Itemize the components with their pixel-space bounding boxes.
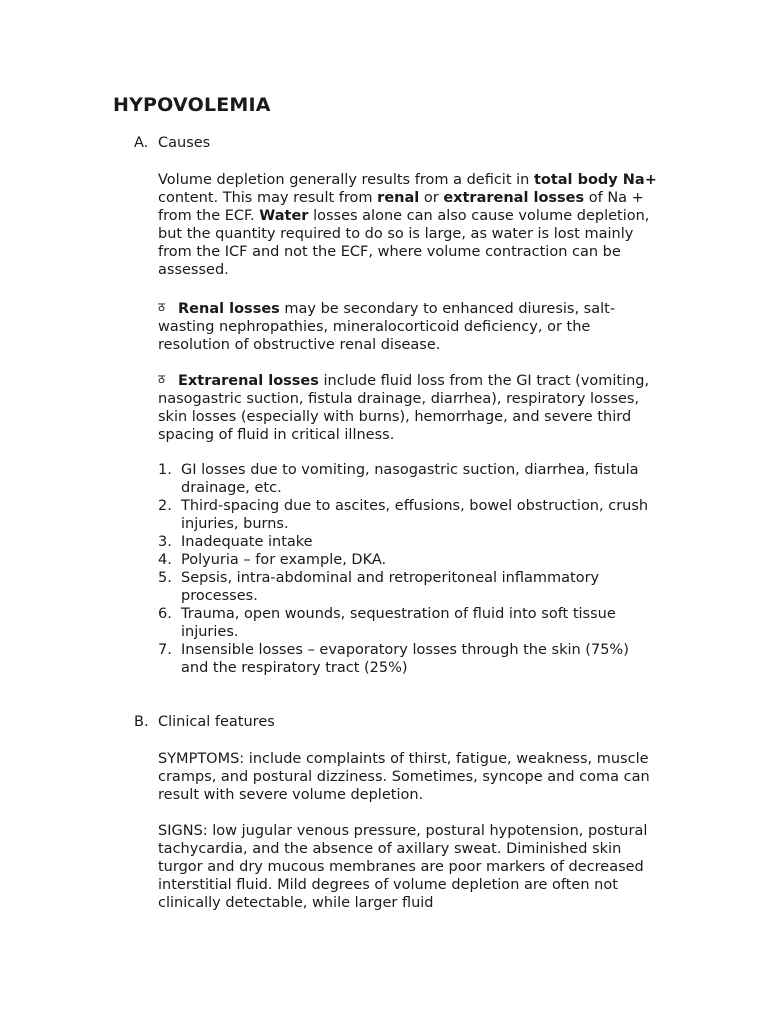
list-item bbox=[158, 605, 658, 641]
text-run: may be secondary to enhanced diuresis, salt-wasting nephropathies, mineralocorticoid deficiency, or the resolution of obstructive renal disease. bbox=[158, 301, 616, 353]
section-heading-clinical-features bbox=[134, 713, 654, 731]
section-heading-causes bbox=[134, 134, 654, 152]
list-item bbox=[158, 569, 658, 605]
list-number: 4. bbox=[158, 552, 172, 568]
bold-term: extrarenal losses bbox=[443, 190, 585, 206]
signs-paragraph bbox=[158, 822, 658, 912]
list-number: 7. bbox=[158, 642, 172, 658]
causes-numbered-list bbox=[158, 461, 658, 677]
list-item bbox=[158, 641, 658, 677]
bullet-glyph-icon: ठ bbox=[158, 300, 165, 314]
list-item-text: Third-spacing due to ascites, effusions, bowel obstruction, crush injuries, burns. bbox=[181, 498, 649, 532]
list-item bbox=[158, 497, 658, 533]
list-item-text: Polyuria – for example, DKA. bbox=[181, 552, 387, 568]
list-number: 1. bbox=[158, 462, 172, 478]
list-number: 6. bbox=[158, 606, 172, 622]
text-run: losses alone can also cause volume depletion, but the quantity required to do so is large, as water is lost mainly from the ICF and not the ECF, where volume contraction can be assessed. bbox=[158, 208, 650, 278]
symptoms-paragraph bbox=[158, 750, 658, 804]
list-item-text: Inadequate intake bbox=[181, 534, 313, 550]
section-heading-text: Causes bbox=[158, 135, 211, 151]
section-heading-text: Clinical features bbox=[158, 714, 275, 730]
symptoms-text: SYMPTOMS: include complaints of thirst, fatigue, weakness, muscle cramps, and postural dizziness. Sometimes, syncope and coma can result with severe volume depletion. bbox=[158, 751, 650, 803]
signs-text: SIGNS: low jugular venous pressure, postural hypotension, postural tachycardia, and the absence of axillary sweat. Diminished skin turgor and dry mucous membranes are poor markers of decreased interstitial fluid. Mild degrees of volume depletion are often not clinically detectable, while larger fluid bbox=[158, 823, 648, 911]
list-number: 2. bbox=[158, 498, 172, 514]
text-run: or bbox=[419, 190, 444, 206]
bold-term: Extrarenal losses bbox=[178, 373, 319, 389]
text-run: of Na + from the ECF. bbox=[158, 190, 644, 224]
bold-term: total body Na+ bbox=[533, 172, 657, 188]
list-number: 5. bbox=[158, 570, 172, 586]
list-item-text: Insensible losses – evaporatory losses through the skin (75%) and the respiratory tract (25%) bbox=[181, 642, 629, 676]
bold-term: Water bbox=[259, 208, 309, 224]
list-item bbox=[158, 461, 658, 497]
list-item-text: Sepsis, intra-abdominal and retroperitoneal inflammatory processes. bbox=[181, 570, 600, 604]
page-title: HYPOVOLEMIA bbox=[113, 94, 271, 116]
extrarenal-losses-paragraph bbox=[158, 370, 658, 444]
renal-losses-paragraph bbox=[158, 298, 658, 354]
bold-term: Renal losses bbox=[178, 301, 280, 317]
section-letter: A. bbox=[134, 135, 149, 151]
bullet-glyph-icon: ठ bbox=[158, 372, 165, 386]
list-item-text: GI losses due to vomiting, nasogastric suction, diarrhea, fistula drainage, etc. bbox=[181, 462, 639, 496]
text-run: include fluid loss from the GI tract (vomiting, nasogastric suction, fistula drainage, diarrhea), respiratory losses, skin losses (especially with burns), hemorrhage, and severe third spacing of fluid in critical illness. bbox=[158, 373, 650, 443]
bold-term: renal bbox=[377, 190, 420, 206]
section-letter: B. bbox=[134, 714, 149, 730]
list-number: 3. bbox=[158, 534, 172, 550]
causes-intro-paragraph bbox=[158, 171, 658, 279]
text-run: content. This may result from bbox=[158, 190, 378, 206]
text-run: Volume depletion generally results from a deficit in bbox=[158, 172, 534, 188]
list-item bbox=[158, 533, 658, 551]
list-item bbox=[158, 551, 658, 569]
list-item-text: Trauma, open wounds, sequestration of fluid into soft tissue injuries. bbox=[181, 606, 616, 640]
